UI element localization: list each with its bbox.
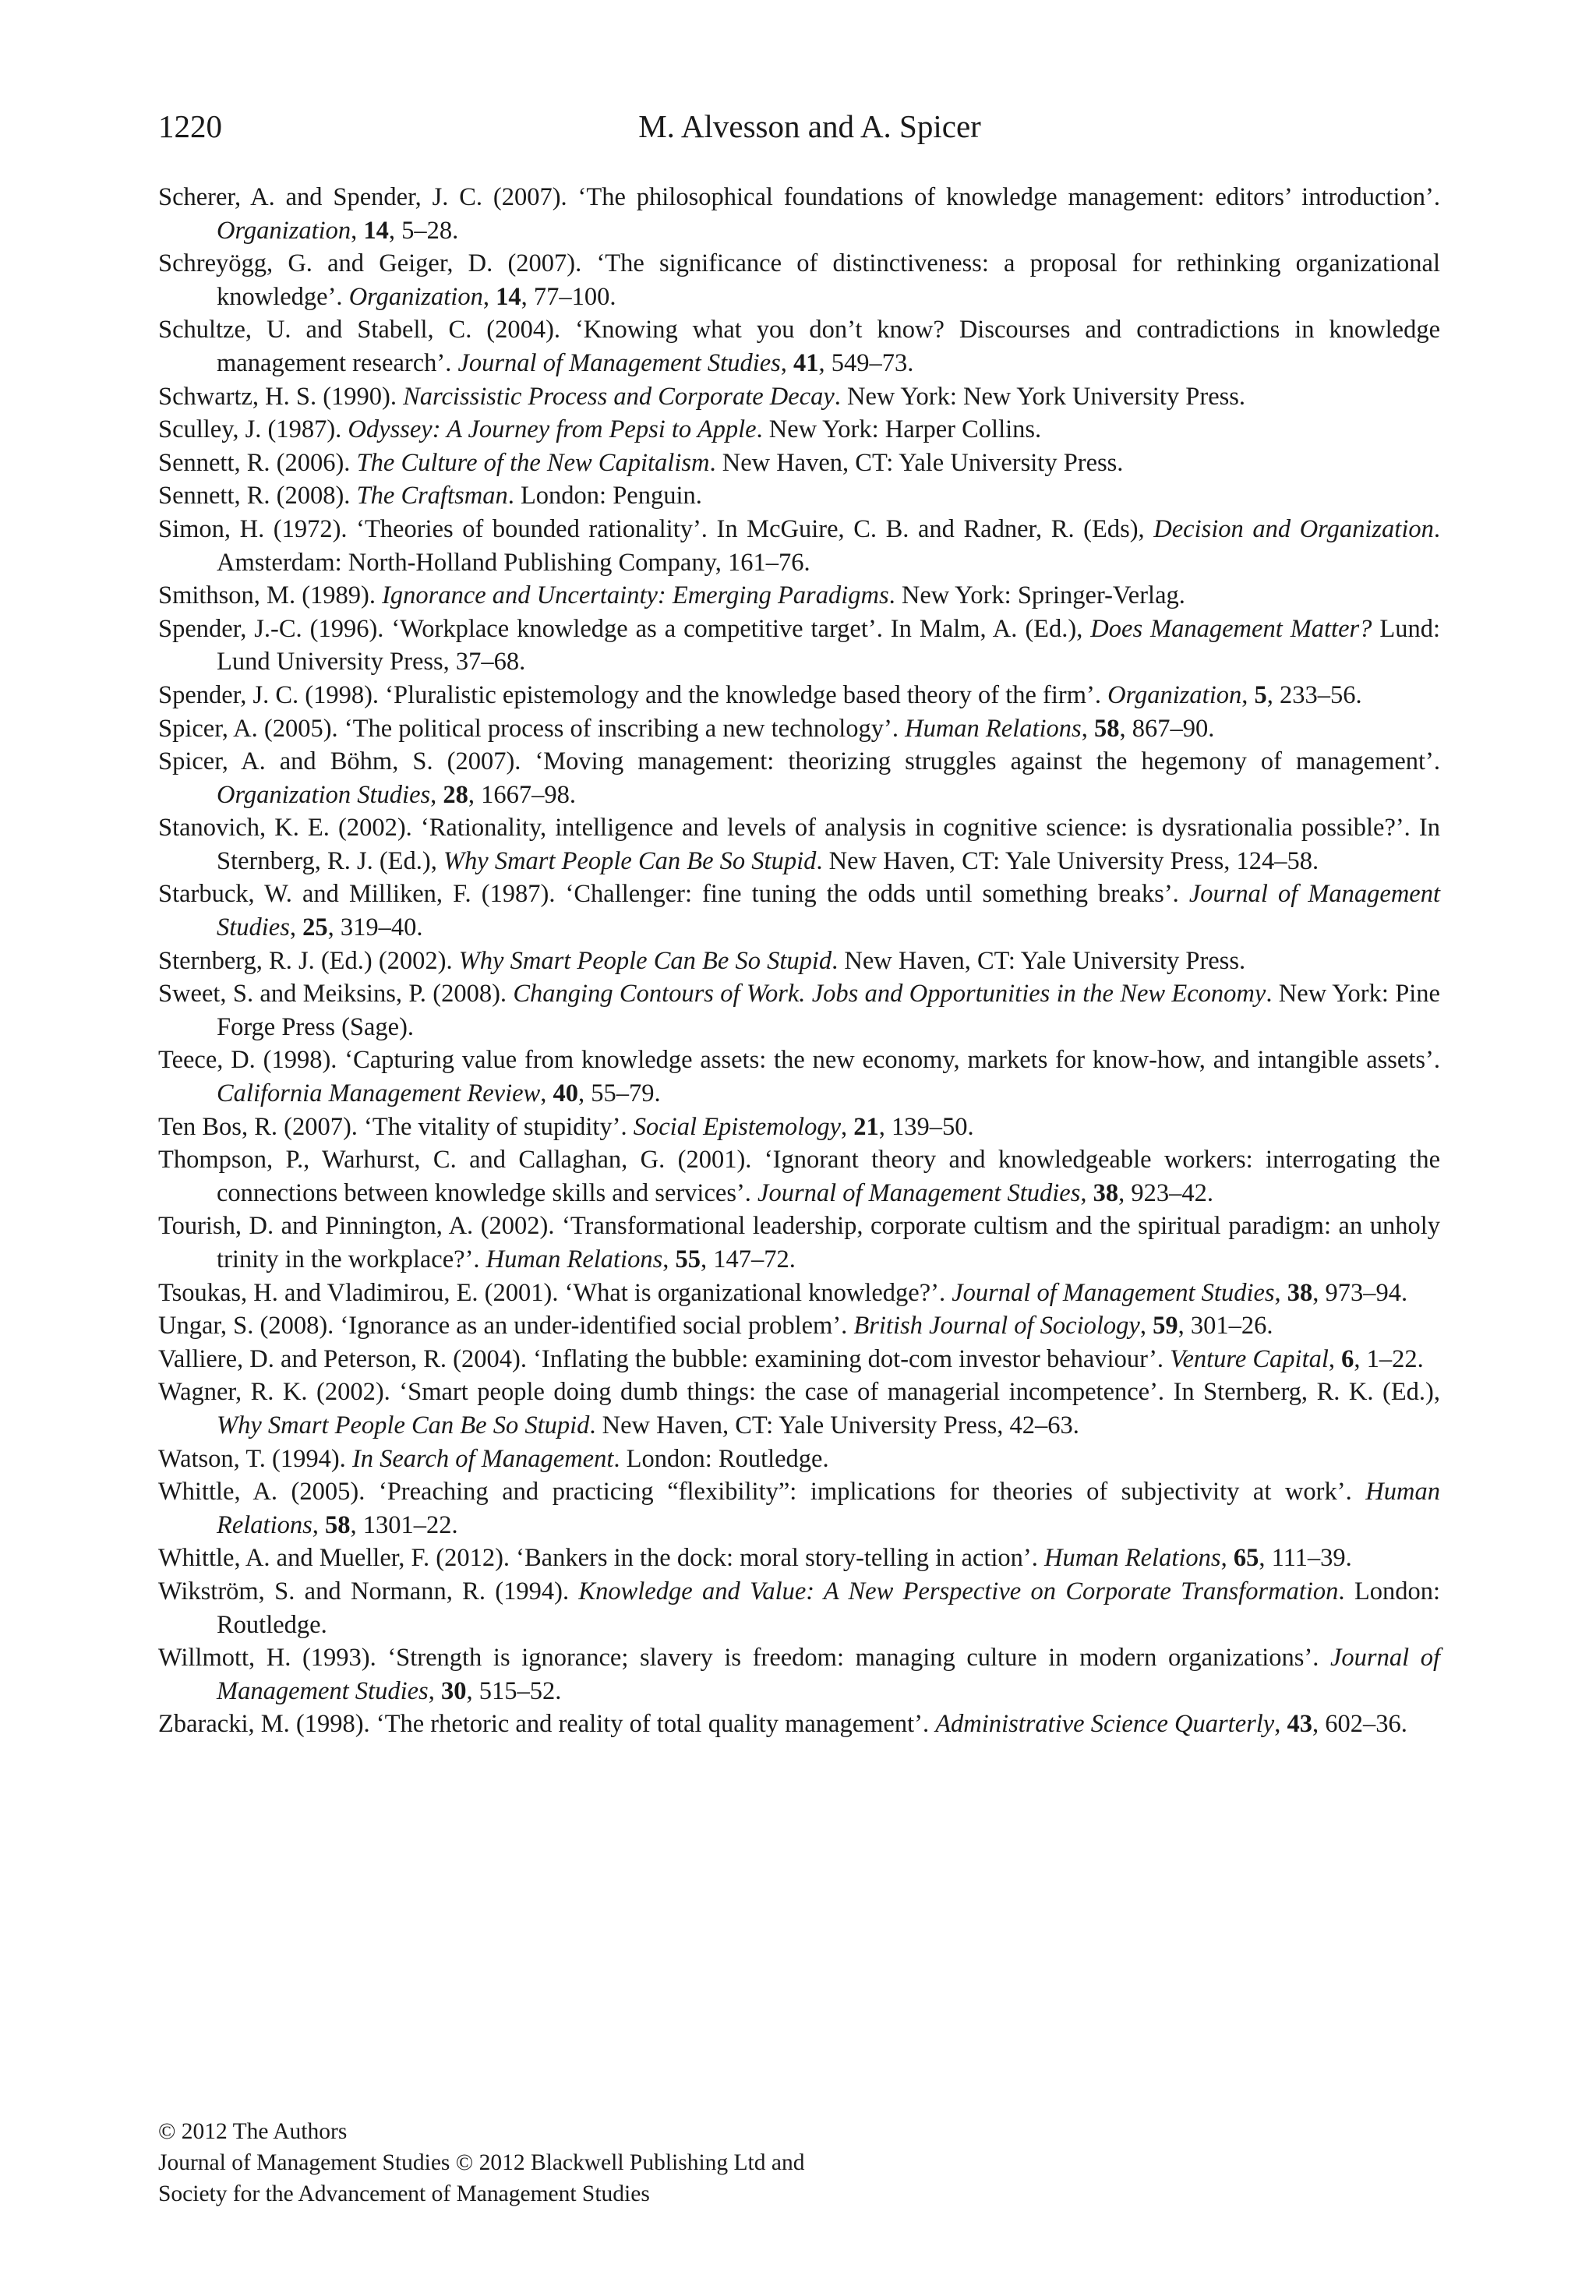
- reference-text: Ungar, S. (2008). ‘Ignorance as an under-identified social problem’.: [158, 1312, 854, 1341]
- reference-entry: [158, 247, 1440, 313]
- page-number: 1220: [158, 108, 222, 144]
- reference-entry: [158, 447, 1440, 480]
- reference-text: Spicer, A. (2005). ‘The political process of inscribing a new technology’.: [158, 714, 906, 743]
- reference-text: ,: [540, 1079, 553, 1108]
- reference-volume: 41: [793, 348, 819, 377]
- reference-volume: 59: [1153, 1312, 1178, 1341]
- copyright-line: © 2012 The Authors: [158, 2119, 348, 2144]
- reference-title-italic: The Culture of the New Capitalism: [356, 448, 710, 477]
- reference-text: Tsoukas, H. and Vladimirou, E. (2001). ‘What is organizational knowledge?’.: [158, 1278, 952, 1307]
- reference-title-italic: Human Relations: [905, 714, 1082, 743]
- reference-volume: 5: [1254, 680, 1267, 709]
- reference-entry: [158, 1309, 1440, 1343]
- reference-title-italic: Why Smart People Can Be So Stupid: [458, 946, 832, 975]
- reference-text: ,: [430, 780, 443, 809]
- reference-entry: [158, 380, 1440, 414]
- reference-text: ,: [428, 1676, 441, 1705]
- reference-text: Ten Bos, R. (2007). ‘The vitality of stupidity’.: [158, 1112, 634, 1141]
- reference-text: ,: [1081, 714, 1094, 743]
- reference-text: ,: [351, 216, 364, 245]
- reference-volume: 58: [1093, 714, 1120, 743]
- reference-title-italic: Narcissistic Process and Corporate Decay: [403, 382, 835, 411]
- reference-entry: [158, 513, 1440, 579]
- reference-text: , 1–22.: [1354, 1344, 1424, 1373]
- reference-volume: 43: [1287, 1710, 1312, 1739]
- reference-volume: 14: [496, 282, 521, 311]
- reference-text: Watson, T. (1994).: [158, 1444, 352, 1473]
- reference-title-italic: Organization: [348, 282, 483, 311]
- reference-text: Sternberg, R. J. (Ed.) (2002).: [158, 946, 459, 975]
- reference-text: . New York: Pine Forge Press (Sage).: [217, 980, 1440, 1041]
- reference-text: . London: Routledge.: [613, 1444, 829, 1473]
- reference-text: , 111–39.: [1259, 1544, 1352, 1573]
- reference-text: ,: [1328, 1344, 1342, 1373]
- reference-text: Schwartz, H. S. (1990).: [158, 382, 404, 411]
- reference-title-italic: Organization: [1107, 680, 1242, 709]
- reference-text: Willmott, H. (1993). ‘Strength is ignorance; slavery is freedom: managing culture in modern organizations’.: [158, 1644, 1330, 1673]
- reference-title-italic: Journal of Management Studies: [757, 1178, 1081, 1207]
- reference-entry: [158, 1210, 1440, 1276]
- reference-text: Valliere, D. and Peterson, R. (2004). ‘Inflating the bubble: examining dot-com investor behaviour’.: [158, 1344, 1171, 1373]
- reference-text: Sennett, R. (2008).: [158, 482, 357, 510]
- reference-text: , 867–90.: [1119, 714, 1215, 743]
- reference-text: . Amsterdam: North-Holland Publishing Company, 161–76.: [217, 514, 1440, 577]
- reference-title-italic: Organization Studies: [217, 780, 431, 809]
- reference-text: Spicer, A. and Böhm, S. (2007). ‘Moving management: theorizing struggles against the hegemony of management’.: [158, 747, 1440, 776]
- reference-entry: [158, 811, 1440, 878]
- reference-entry: [158, 181, 1440, 247]
- reference-title-italic: Social Epistemology: [633, 1112, 842, 1141]
- reference-volume: 6: [1341, 1344, 1354, 1373]
- reference-text: Schultze, U. and Stabell, C. (2004). ‘Knowing what you don’t know? Discourses and contradictions in knowledge management research’.: [158, 316, 1440, 377]
- reference-text: , 77–100.: [521, 282, 616, 311]
- reference-text: Starbuck, W. and Milliken, F. (1987). ‘Challenger: fine tuning the odds until something breaks’.: [158, 880, 1189, 909]
- reference-text: , 139–50.: [878, 1112, 974, 1141]
- reference-text: , 55–79.: [577, 1079, 661, 1108]
- reference-text: ,: [1241, 680, 1255, 709]
- journal-copyright-line: Journal of Management Studies © 2012 Blackwell Publishing Ltd and: [158, 2150, 805, 2175]
- reference-title-italic: Changing Contours of Work. Jobs and Opportunities in the New Economy: [513, 980, 1266, 1008]
- reference-list: [158, 181, 1440, 1741]
- reference-text: , 973–94.: [1312, 1278, 1408, 1307]
- reference-text: , 549–73.: [818, 348, 914, 377]
- reference-entry: [158, 1575, 1440, 1641]
- reference-text: Wikström, S. and Normann, R. (1994).: [158, 1577, 579, 1605]
- reference-volume: 65: [1233, 1544, 1259, 1573]
- reference-title-italic: Human Relations: [486, 1245, 663, 1273]
- reference-entry: [158, 313, 1440, 380]
- reference-text: Stanovich, K. E. (2002). ‘Rationality, intelligence and levels of analysis in cognitive science: is dysrationalia possible?’. In Sternberg, R. J. (Ed.),: [158, 814, 1440, 875]
- reference-volume: 40: [553, 1079, 578, 1108]
- reference-entry: [158, 479, 1440, 513]
- reference-volume: 21: [853, 1112, 879, 1141]
- reference-text: ,: [780, 348, 794, 377]
- reference-entry: [158, 1376, 1440, 1442]
- reference-text: ,: [841, 1112, 854, 1141]
- reference-volume: 14: [363, 216, 389, 245]
- reference-entry: [158, 579, 1440, 613]
- reference-title-italic: Why Smart People Can Be So Stupid: [443, 846, 817, 875]
- reference-text: , 602–36.: [1312, 1710, 1407, 1739]
- reference-volume: 58: [325, 1510, 351, 1539]
- society-line: Society for the Advancement of Management Studies: [158, 2181, 650, 2206]
- reference-text: Teece, D. (1998). ‘Capturing value from knowledge assets: the new economy, markets for know-how, and intangible assets’.: [158, 1046, 1440, 1075]
- reference-text: . London: Penguin.: [507, 482, 702, 510]
- reference-text: Whittle, A. and Mueller, F. (2012). ‘Bankers in the dock: moral story-telling in action’.: [158, 1544, 1044, 1573]
- reference-title-italic: Odyssey: A Journey from Pepsi to Apple: [348, 415, 757, 444]
- reference-text: ,: [482, 282, 496, 311]
- reference-text: ,: [1274, 1278, 1287, 1307]
- reference-text: , 515–52.: [466, 1676, 562, 1705]
- reference-text: Zbaracki, M. (1998). ‘The rhetoric and reality of total quality management’.: [158, 1710, 936, 1739]
- reference-title-italic: The Craftsman: [356, 482, 508, 510]
- reference-text: Sculley, J. (1987).: [158, 415, 348, 444]
- reference-title-italic: Human Relations: [217, 1478, 1440, 1539]
- reference-entry: [158, 1277, 1440, 1310]
- reference-text: ,: [662, 1245, 676, 1273]
- reference-entry: [158, 1475, 1440, 1542]
- reference-entry: [158, 878, 1440, 944]
- reference-title-italic: Knowledge and Value: A New Perspective on Corporate Transformation: [578, 1577, 1339, 1605]
- reference-title-italic: Journal of Management Studies: [952, 1278, 1275, 1307]
- reference-text: Simon, H. (1972). ‘Theories of bounded rationality’. In McGuire, C. B. and Radner, R. (Eds),: [158, 514, 1154, 543]
- reference-text: Lund: Lund University Press, 37–68.: [217, 614, 1441, 676]
- reference-text: Schreyögg, G. and Geiger, D. (2007). ‘The significance of distinctiveness: a proposal for rethinking organizational knowledge’.: [158, 249, 1440, 311]
- reference-text: . New York: New York University Press.: [834, 382, 1246, 411]
- reference-text: ,: [1139, 1312, 1153, 1341]
- reference-volume: 28: [443, 780, 468, 809]
- reference-entry: [158, 977, 1440, 1044]
- reference-entry: [158, 1641, 1440, 1708]
- reference-entry: [158, 945, 1440, 978]
- reference-text: , 301–26.: [1178, 1312, 1273, 1341]
- reference-text: ,: [289, 913, 303, 942]
- reference-text: , 319–40.: [327, 913, 423, 942]
- reference-volume: 38: [1093, 1178, 1119, 1207]
- reference-text: Whittle, A. (2005). ‘Preaching and practicing “flexibility”: implications for theories of subjectivity at work’.: [158, 1478, 1366, 1507]
- reference-title-italic: Ignorance and Uncertainty: Emerging Paradigms: [382, 581, 889, 610]
- reference-title-italic: Journal of Management Studies: [217, 1644, 1440, 1705]
- reference-title-italic: Venture Capital: [1170, 1344, 1329, 1373]
- reference-entry: [158, 1111, 1440, 1144]
- reference-title-italic: Decision and Organization: [1153, 514, 1434, 543]
- reference-text: Sweet, S. and Meiksins, P. (2008).: [158, 980, 514, 1008]
- reference-text: ,: [1220, 1544, 1234, 1573]
- copyright-footer: [158, 2116, 804, 2209]
- reference-text: . New York: Harper Collins.: [756, 415, 1042, 444]
- reference-title-italic: Journal of Management Studies: [457, 348, 781, 377]
- reference-entry: [158, 1143, 1440, 1210]
- reference-text: , 233–56.: [1266, 680, 1362, 709]
- reference-entry: [158, 1542, 1440, 1575]
- reference-volume: 38: [1287, 1278, 1313, 1307]
- reference-title-italic: Organization: [217, 216, 351, 245]
- reference-text: . New Haven, CT: Yale University Press.: [709, 448, 1124, 477]
- reference-entry: [158, 679, 1440, 712]
- reference-entry: [158, 1044, 1440, 1110]
- reference-volume: 55: [675, 1245, 701, 1273]
- reference-text: Spender, J.-C. (1996). ‘Workplace knowledge as a competitive target’. In Malm, A. (Ed.),: [158, 614, 1091, 643]
- running-head: M. Alvesson and A. Spicer: [638, 108, 981, 144]
- reference-entry: [158, 613, 1440, 679]
- reference-text: . New Haven, CT: Yale University Press, 124–58.: [816, 846, 1319, 875]
- reference-text: Spender, J. C. (1998). ‘Pluralistic epistemology and the knowledge based theory of the firm’.: [158, 680, 1108, 709]
- reference-text: . New York: Springer-Verlag.: [888, 581, 1185, 610]
- reference-title-italic: In Search of Management: [351, 1444, 614, 1473]
- reference-entry: [158, 413, 1440, 447]
- reference-text: Smithson, M. (1989).: [158, 581, 383, 610]
- reference-title-italic: Does Management Matter?: [1090, 614, 1372, 643]
- reference-text: ,: [1080, 1178, 1093, 1207]
- reference-entry: [158, 1343, 1440, 1376]
- reference-text: , 1667–98.: [468, 780, 577, 809]
- reference-entry: [158, 1708, 1440, 1741]
- reference-text: . London: Routledge.: [217, 1577, 1441, 1639]
- reference-title-italic: Human Relations: [1043, 1544, 1221, 1573]
- reference-title-italic: British Journal of Sociology: [853, 1312, 1140, 1341]
- reference-text: Wagner, R. K. (2002). ‘Smart people doing dumb things: the case of managerial incompetence’. In Sternberg, R. K. (Ed.),: [158, 1378, 1440, 1407]
- reference-entry: [158, 712, 1440, 746]
- reference-text: . New Haven, CT: Yale University Press, 42–63.: [589, 1411, 1079, 1439]
- reference-text: Thompson, P., Warhurst, C. and Callaghan, G. (2001). ‘Ignorant theory and knowledgeable workers: interrogating the connections between knowledge skills and services’.: [158, 1146, 1440, 1207]
- reference-text: , 5–28.: [388, 216, 459, 245]
- reference-text: Scherer, A. and Spender, J. C. (2007). ‘The philosophical foundations of knowledge management: editors’ introduction’.: [158, 183, 1440, 211]
- reference-title-italic: Administrative Science Quarterly: [935, 1710, 1275, 1739]
- reference-text: Sennett, R. (2006).: [158, 448, 357, 477]
- reference-text: , 923–42.: [1118, 1178, 1213, 1207]
- reference-title-italic: Why Smart People Can Be So Stupid: [217, 1411, 590, 1439]
- reference-title-italic: Journal of Management Studies: [217, 880, 1440, 942]
- reference-text: . New Haven, CT: Yale University Press.: [832, 946, 1246, 975]
- reference-text: ,: [1274, 1710, 1287, 1739]
- reference-volume: 25: [302, 913, 328, 942]
- reference-entry: [158, 1443, 1440, 1476]
- reference-entry: [158, 745, 1440, 811]
- reference-text: , 147–72.: [701, 1245, 796, 1273]
- reference-text: Tourish, D. and Pinnington, A. (2002). ‘Transformational leadership, corporate cultism and the spiritual paradigm: an unholy trinity in the workplace?’.: [158, 1212, 1440, 1273]
- reference-title-italic: California Management Review: [217, 1079, 541, 1108]
- reference-text: , 1301–22.: [350, 1510, 458, 1539]
- reference-volume: 30: [440, 1676, 467, 1705]
- reference-text: ,: [312, 1510, 326, 1539]
